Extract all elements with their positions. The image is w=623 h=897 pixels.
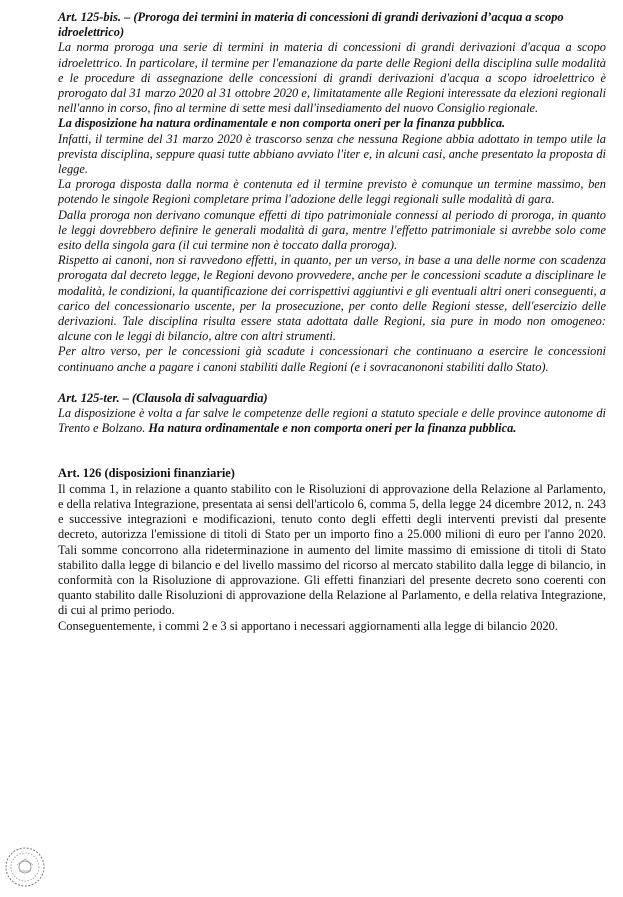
paragraph-text: La disposizione è volta a far salve le competenze delle regioni a statuto speciale e delle province autonome di Trento e Bolzano. [58, 406, 606, 436]
section-art-125-ter [58, 391, 606, 437]
paragraph [58, 406, 606, 436]
section-art-126 [58, 466, 606, 633]
paragraph: Per altro verso, per le concessioni già scadute i concessionari che continuano a esercire le concessioni continuano anche a pagare i canoni stabiliti dalle Regioni (e i sovracanononi stabiliti dallo Stato). [58, 344, 606, 374]
paragraph: La proroga disposta dalla norma è contenuta ed il termine previsto è comunque un termine massimo, ben potendo le singole Regioni completare prima l'adozione delle leggi regionali sulle modalità di gara. [58, 177, 606, 207]
paragraph: Rispetto ai canoni, non si ravvedono effetti, in quanto, per un verso, in base a una delle norme con scadenza prorogata dal decreto legge, le Regioni devono provvedere, anche per le concessioni scadute a disciplinare le modalità, le condizioni, la quantificazione dei corrispettivi aggiuntivi e gli eventuali altri oneri conseguenti, a carico del concessionario uscente, per la prosecuzione, per conto delle Regioni stesse, dell'esercizio delle derivazioni. Tale disciplina risulta essere stata adottata dalle Regioni, sia pure in modo non omogeneo: alcune con le leggi di bilancio, altre con altri strumenti. [58, 253, 606, 344]
document-page [58, 10, 606, 634]
paragraph: Dalla proroga non derivano comunque effetti di tipo patrimoniale connessi al periodo di proroga, in quanto le leggi dovrebbero definire le generali modalità di gara, mentre l'effetto patrimoniale si avrebbe solo come esito della singola gara (il cui termine non è toccato dalla proroga). [58, 207, 606, 253]
paragraph: La norma proroga una serie di termini in materia di concessioni di grandi derivazioni d'acqua a scopo idroelettrico. In particolare, il termine per l'emanazione da parte delle Regioni della disciplina sulle modalità e le procedure di assegnazione delle concessioni di grandi derivazioni d'acqua a scopo idroelettrico è prorogato dal 31 marzo 2020 al 31 ottobre 2020 e, limitatamente alle Regioni interessate da elezioni regionali nell'anno in corso, fino al termine di sette mesi dall'insediamento del nuovo Consiglio regionale. [58, 40, 607, 116]
section-title: Art. 126 (disposizioni finanziarie) [58, 466, 235, 481]
section-title: Art. 125-ter. – (Clausola di salvaguardia) [58, 390, 268, 405]
stamp-seal-icon [3, 845, 47, 889]
paragraph: Conseguentemente, i commi 2 e 3 si apportano i necessari aggiornamenti alla legge di bilancio 2020. [58, 618, 558, 633]
paragraph: Il comma 1, in relazione a quanto stabilito con le Risoluzioni di approvazione della Relazione al Parlamento, e della relativa Integrazione, presentata ai sensi dell'articolo 6, comma 5, della legge 24 dicembre 2012, n. 243 e successive integrazioni e modificazioni, tenuto conto degli effetti degli interventi previsti dal presente decreto, autorizza l'emissione di titoli di Stato per un importo fino a 25.000 milioni di euro per l'anno 2020. Tali somme concorrono alla rideterminazione in aumento del limite massimo di emissione di titoli di Stato stabilito dalla legge di bilancio e del livello massimo del ricorso al mercato stabilito dalla legge di bilancio, in conformità con la Risoluzione di approvazione. Gli effetti finanziari del presente decreto sono coerenti con quanto stabilito dalle Risoluzioni di approvazione della Relazione al Parlamento, e della relativa Integrazione, di cui al primo periodo. [58, 481, 606, 618]
paragraph: Infatti, il termine del 31 marzo 2020 è trascorso senza che nessuna Regione abbia adottato in tempo utile la prevista disciplina, seppure quasi tutte abbiano avviato l'iter e, in alcuni casi, anche presentato la proposta di legge. [58, 131, 606, 177]
section-art-125-bis [58, 10, 606, 375]
bold-note: Ha natura ordinamentale e non comporta oneri per la finanza pubblica. [148, 421, 517, 436]
bold-note: La disposizione ha natura ordinamentale e non comporta oneri per la finanza pubblica. [58, 116, 506, 131]
section-title: Art. 125-bis. – (Proroga dei termini in materia di concessioni di grandi derivazioni d’acqua a scopo idroelettrico) [58, 10, 564, 40]
